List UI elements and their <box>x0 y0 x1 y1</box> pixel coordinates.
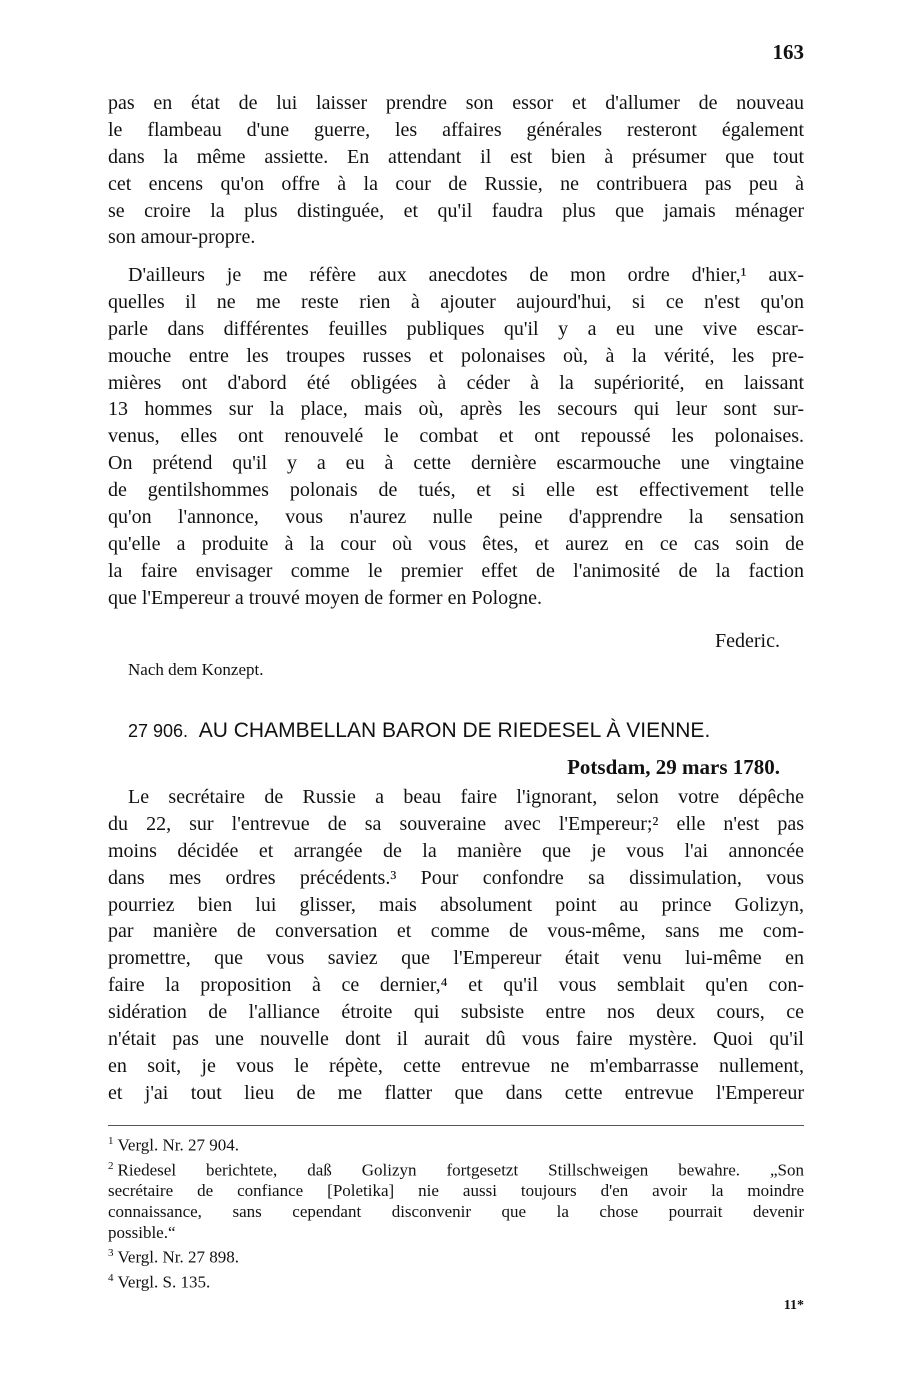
footnote <box>108 1156 804 1244</box>
footnote-mark: 1 <box>108 1135 114 1147</box>
footnote <box>108 1268 804 1293</box>
text-line: pourriez bien lui glisser, mais absolument point au prince Golizyn, <box>108 893 804 916</box>
footnote-text: Riedesel berichtete, daß Golizyn fortgesetzt Stillschweigen bewahre. „Son <box>117 1160 804 1180</box>
letter-heading <box>128 716 788 746</box>
text-line: de gentilshommes polonais de tués, et si elle est effectivement telle <box>108 479 804 502</box>
text-line: que l'Empereur a trouvé moyen de former en Pologne. <box>108 586 543 609</box>
paragraph-letter <box>108 784 804 1107</box>
text-line: se croire la plus distinguée, et qu'il faudra plus que jamais ménager <box>108 199 804 222</box>
text-line: quelles il ne me reste rien à ajouter aujourd'hui, si ce n'est qu'on <box>108 290 804 313</box>
footnote-line: possible.“ <box>108 1223 176 1243</box>
text-line: n'était pas une nouvelle dont il aurait dû vous faire mystère. Quoi qu'il <box>108 1028 804 1051</box>
text-line: Le secrétaire de Russie a beau faire l'ignorant, selon votre dépêche <box>128 786 804 808</box>
footnote-line: connaissance, sans cependant disconvenir que la chose pourrait devenir <box>108 1202 804 1222</box>
footnote-text: Vergl. Nr. 27 898. <box>117 1247 240 1267</box>
footnote-line <box>108 1156 804 1181</box>
footnote-text: Vergl. S. 135. <box>117 1272 211 1292</box>
page-number: 163 <box>772 40 804 64</box>
text-line: sidération de l'alliance étroite qui subsiste entre nos deux cours, ce <box>108 1001 804 1024</box>
text-line: dans la même assiette. En attendant il est bien à présumer que tout <box>108 145 804 168</box>
text-line: son amour-propre. <box>108 226 256 249</box>
text-line: mouche entre les troupes russes et polonaises où, à la vérité, les pre- <box>108 344 804 367</box>
text-line: faire la proposition à ce dernier,⁴ et qu'il vous semblait qu'en con- <box>108 974 804 997</box>
footnote-mark: 2 <box>108 1159 114 1172</box>
sheet-signature: 11* <box>783 1298 804 1313</box>
text-line: du 22, sur l'entrevue de sa souveraine avec l'Empereur;² elle n'est pas <box>108 812 804 835</box>
text-line: qu'on l'annonce, vous n'aurez nulle peine d'apprendre la sensation <box>108 506 804 529</box>
text-line: moins décidée et arrangée de la manière que je vous l'ai annoncée <box>108 839 804 862</box>
text-line: en soit, je vous le répète, cette entrevue ne m'embarrasse nullement, <box>108 1054 804 1077</box>
place-date: Potsdam, 29 mars 1780. <box>567 755 780 779</box>
text-line: dans mes ordres précédents.³ Pour confondre sa dissimulation, vous <box>108 866 804 889</box>
footnote-mark: 3 <box>108 1247 114 1260</box>
footnote <box>108 1243 804 1268</box>
text-line: qu'elle a produite à la cour où vous êtes, et aurez en ce cas soin de <box>108 532 804 555</box>
text-line: 13 hommes sur la place, mais où, après les secours qui leur sont sur- <box>108 398 804 421</box>
signature: Federic. <box>715 630 780 652</box>
text-line: la faire envisager comme le premier effet de l'animosité de la faction <box>108 559 804 582</box>
text-line: mières ont d'abord été obligées à céder à la supériorité, en laissant <box>108 371 804 394</box>
text-line: par manière de conversation et comme de vous-même, sans me com- <box>108 920 804 943</box>
letter-title: AU CHAMBELLAN BARON DE RIEDESEL À VIENNE. <box>198 719 711 742</box>
text-line: parle dans différentes feuilles publiques qu'il y a eu une vive escar- <box>108 317 804 340</box>
footnote <box>108 1131 804 1156</box>
footnote-divider <box>108 1125 804 1126</box>
text-line: cet encens qu'on offre à la cour de Russie, ne contribuera pas peu à <box>108 172 804 195</box>
paragraph-anecdotes <box>108 262 804 612</box>
footnotes <box>108 1131 804 1293</box>
text-line: pas en état de lui laisser prendre son essor et d'allumer de nouveau <box>108 92 804 114</box>
footnote-line: secrétaire de confiance [Poletika] nie aussi toujours d'en avoir la moindre <box>108 1181 804 1201</box>
letter-number: 27 906. <box>128 721 189 741</box>
text-line: le flambeau d'une guerre, les affaires générales resteront également <box>108 118 804 141</box>
text-line: D'ailleurs je me réfère aux anecdotes de mon ordre d'hier,¹ aux- <box>128 264 804 286</box>
text-line: On prétend qu'il y a eu à cette dernière escarmouche une vingtaine <box>108 452 804 475</box>
text-line: et j'ai tout lieu de me flatter que dans cette entrevue l'Empereur <box>108 1081 804 1104</box>
footnote-mark: 4 <box>108 1271 114 1284</box>
text-line: promettre, que vous saviez que l'Empereur était venu lui-même en <box>108 947 804 970</box>
footnote-text: Vergl. Nr. 27 904. <box>117 1135 240 1155</box>
paragraph-continuation <box>108 90 804 251</box>
source-note: Nach dem Konzept. <box>128 660 264 679</box>
text-line: venus, elles ont renouvelé le combat et ont repoussé les polonaises. <box>108 425 804 448</box>
